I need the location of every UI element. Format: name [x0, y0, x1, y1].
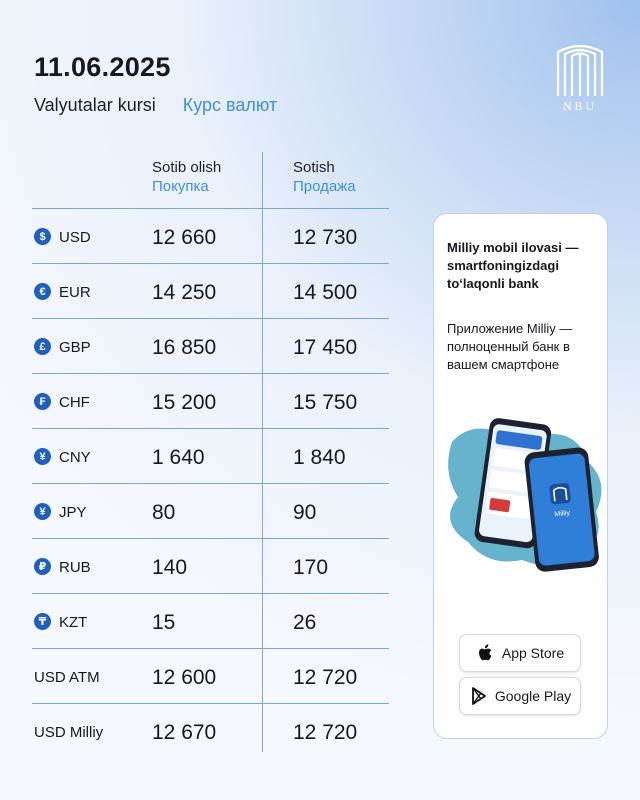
table-row — [32, 648, 389, 703]
ruble-icon: ₽ — [34, 558, 51, 575]
currency-code: CHF — [59, 394, 90, 411]
sell-rate: 12 720 — [293, 721, 358, 744]
table-row — [32, 373, 389, 428]
milliy-promo-card — [433, 213, 608, 739]
sell-rate: 12 720 — [293, 666, 358, 689]
sell-rate: 14 500 — [293, 281, 358, 304]
currency-code: KZT — [59, 614, 88, 631]
buy-label-uz: Sotib olish — [152, 159, 222, 176]
sell-label-uz: Sotish — [293, 159, 335, 176]
sell-rate: 17 450 — [293, 336, 358, 359]
buy-rate: 15 — [152, 611, 176, 634]
currency-code: USD — [59, 229, 91, 246]
dollar-icon: $ — [34, 228, 51, 245]
column-header-buy — [152, 158, 221, 196]
google-play-label: Google Play — [494, 688, 572, 704]
app-store-button[interactable] — [459, 634, 581, 672]
play-icon — [469, 686, 489, 706]
franc-icon: ₣ — [34, 393, 51, 410]
currency-code: JPY — [59, 504, 87, 521]
table-row — [32, 593, 389, 648]
rates-table — [32, 208, 389, 758]
buy-rate: 14 250 — [152, 281, 217, 304]
promo-text-ru: Приложение Milliy — полноценный банк в вашем смартфоне — [447, 321, 573, 372]
currency-code: EUR — [59, 284, 91, 301]
table-row — [32, 318, 389, 373]
sell-rate: 1 840 — [293, 446, 346, 469]
currency-code: RUB — [59, 559, 91, 576]
date-heading: 11.06.2025 — [34, 52, 171, 82]
title-uz: Valyutalar kursi — [34, 95, 156, 115]
apple-icon — [476, 643, 496, 663]
euro-icon: € — [34, 283, 51, 300]
buy-rate: 16 850 — [152, 336, 217, 359]
pound-icon: £ — [34, 338, 51, 355]
table-row — [32, 428, 389, 483]
table-row — [32, 483, 389, 538]
currency-code: CNY — [59, 449, 91, 466]
column-header-sell — [293, 158, 356, 196]
buy-rate: 15 200 — [152, 391, 217, 414]
sell-label-ru: Продажа — [293, 178, 356, 195]
buy-rate: 1 640 — [152, 446, 205, 469]
title-ru: Курс валют — [182, 95, 278, 115]
buy-rate: 80 — [152, 501, 176, 524]
app-store-label: App Store — [501, 645, 565, 661]
page-subtitle — [34, 95, 277, 116]
table-row — [32, 208, 389, 263]
google-play-button[interactable] — [459, 677, 581, 715]
sell-rate: 26 — [293, 611, 317, 634]
buy-rate: 12 660 — [152, 226, 217, 249]
buy-rate: 140 — [152, 556, 188, 579]
currency-code: GBP — [59, 339, 91, 356]
currency-code: USD ATM — [34, 669, 100, 686]
sell-rate: 15 750 — [293, 391, 358, 414]
table-row — [32, 538, 389, 593]
yen-icon: ¥ — [34, 503, 51, 520]
sell-rate: 12 730 — [293, 226, 358, 249]
nbu-logo — [553, 38, 607, 112]
app-name-label: Milliy — [554, 509, 571, 519]
sell-rate: 170 — [293, 556, 329, 579]
promo-text-uz: Milliy mobil ilovasi — smartfoningizdagi to‘laqonli bank — [447, 240, 579, 291]
tenge-icon: ₸ — [34, 613, 51, 630]
sell-rate: 90 — [293, 501, 317, 524]
logo-text: NBU — [562, 99, 598, 112]
yuan-icon: ¥ — [34, 448, 51, 465]
currency-code: USD Milliy — [34, 724, 104, 741]
table-row — [32, 263, 389, 318]
table-row — [32, 703, 389, 758]
buy-rate: 12 670 — [152, 721, 217, 744]
buy-rate: 12 600 — [152, 666, 217, 689]
buy-label-ru: Покупка — [152, 178, 209, 195]
phones-illustration — [438, 402, 606, 584]
